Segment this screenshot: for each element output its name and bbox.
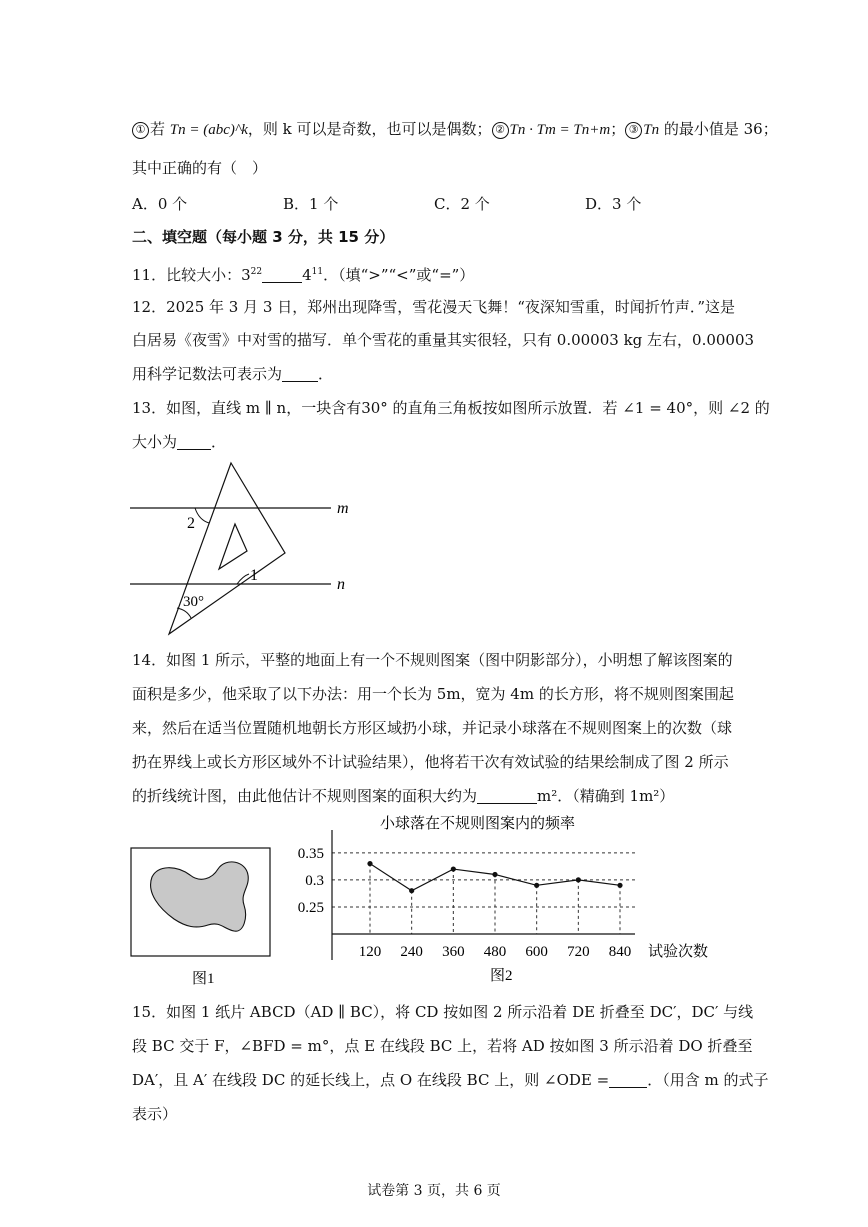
q13-line-2: [132, 432, 226, 452]
q12-line-3-text: 用科学记数法可表示为: [132, 365, 283, 383]
q10-option-a: A．0 个: [132, 195, 188, 213]
q14-line-5-text: 的折线统计图，由此他估计不规则图案的面积大约为: [132, 787, 478, 805]
q11-a-base: 3: [241, 266, 251, 284]
statement-1-formula: Tn = (abc)^k: [169, 122, 248, 138]
q12-line-2: 白居易《夜雪》中对雪的描写．单个雪花的重量其实很轻，只有 0.00003 kg 左右，0.00003: [132, 331, 755, 349]
statement-1-post: ，则 k 可以是奇数，也可以是偶数；: [247, 120, 492, 138]
q13-line-2-end: ．: [211, 433, 227, 451]
q14-line-3: 来，然后在适当位置随机地朝长方形区域扔小球，并记录小球落在不规则图案上的次数（球: [132, 719, 733, 737]
q12-answer-blank[interactable]: [282, 367, 318, 382]
q14-frequency-chart: [290, 812, 730, 990]
figure-2-label: 图2: [490, 968, 513, 984]
statement-3-formula: Tn: [643, 122, 660, 138]
q11-answer-blank[interactable]: [262, 268, 302, 283]
q14-line-2: 面积是多少，他采取了以下办法：用一个长为 5m，宽为 4m 的长方形，将不规则图案围起: [132, 685, 734, 703]
x-tick-label: 240: [400, 944, 423, 960]
statement-1-pre: 若: [150, 120, 170, 138]
q14-line-1: 14．如图 1 所示，平整的地面上有一个不规则图案（图中阴影部分），小明想了解该图案的: [132, 651, 733, 669]
q10-statements: [132, 119, 778, 140]
q10-option-b: B．1 个: [283, 195, 339, 213]
q11: [132, 262, 474, 285]
irregular-shape: [151, 862, 249, 931]
q15-line-4: 表示）: [132, 1105, 178, 1123]
q11-a-exp: 22: [250, 267, 263, 277]
q15-line-1: 15．如图 1 纸片 ABCD（AD ∥ BC），将 CD 按如图 2 所示沿着 DE 折叠至 DC′，DC′ 与线: [132, 1003, 754, 1021]
q13-line-2-text: 大小为: [132, 433, 178, 451]
statement-2-post: ；: [610, 120, 626, 138]
q10-option-d: D．3 个: [585, 195, 642, 213]
triangle-ruler-inner: [219, 524, 247, 569]
q10-stem: 其中正确的有（ ）: [132, 159, 268, 177]
q14-figure-1: [130, 847, 272, 989]
label-angle-1: 1: [250, 567, 258, 584]
x-axis-label: 试验次数: [648, 944, 709, 960]
q15-line-3-end: ．（用含 m 的式子: [647, 1071, 769, 1089]
statement-2-formula: Tn · Tm = Tn+m: [509, 122, 611, 138]
q14-line-5: [132, 786, 674, 806]
q14-answer-blank[interactable]: [477, 789, 537, 804]
q13-line-1: 13．如图，直线 m ∥ n，一块含有30° 的直角三角板按如图所示放置．若 ∠1 = 40°，则 ∠2 的: [132, 399, 770, 417]
q12-line-3-end: ．: [318, 365, 334, 383]
q13-answer-blank[interactable]: [177, 435, 211, 450]
statement-3-marker: ③: [625, 122, 642, 139]
statement-2-marker: ②: [492, 122, 509, 139]
q15-line-3-text: DA′，且 A′ 在线段 DC 的延长线上，点 O 在线段 BC 上，则 ∠ODE =: [132, 1071, 610, 1089]
q12-line-3: [132, 364, 333, 384]
figure-1-label: 图1: [192, 971, 215, 987]
label-m: m: [337, 500, 349, 517]
x-tick-label: 120: [358, 944, 382, 960]
q15-line-3: [132, 1070, 768, 1090]
statement-1-marker: ①: [132, 122, 149, 139]
q15-answer-blank[interactable]: [609, 1073, 647, 1088]
q12-line-1: 12．2025 年 3 月 3 日，郑州出现降雪，雪花漫天飞舞！“夜深知雪重，时闻折竹声．”这是: [132, 298, 736, 316]
q15-line-2: 段 BC 交于 F，∠BFD = m°，点 E 在线段 BC 上，若将 AD 按如图 3 所示沿着 DO 折叠至: [132, 1037, 753, 1055]
q11-suffix: ．（填“>”“<”或“=”）: [323, 266, 475, 284]
y-tick-label: 0.3: [305, 872, 324, 889]
label-angle-2: 2: [187, 515, 195, 532]
q11-b-base: 4: [302, 266, 312, 284]
q13-figure: [125, 458, 365, 638]
label-angle-30: 30°: [183, 594, 204, 610]
y-tick-label: 0.25: [297, 899, 324, 916]
x-tick-label: 360: [442, 944, 465, 960]
page-footer: 试卷第 3 页，共 6 页: [367, 1183, 501, 1199]
x-tick-label: 480: [483, 944, 507, 960]
q10-option-c: C．2 个: [434, 195, 490, 213]
q14-unit: m²．（精确到 1m²）: [537, 787, 675, 805]
x-tick-label: 720: [567, 944, 590, 960]
chart-title: 小球落在不规则图案内的频率: [380, 816, 576, 832]
y-tick-label: 0.35: [297, 845, 324, 862]
angle-2-arc: [195, 508, 209, 523]
q11-prefix: 11．比较大小：: [132, 266, 242, 284]
label-n: n: [337, 576, 345, 593]
statement-3-post: 的最小值是 36；: [659, 120, 778, 138]
x-tick-label: 840: [608, 944, 632, 960]
q11-b-exp: 11: [311, 267, 324, 277]
q14-line-4: 扔在界线上或长方形区域外不计试验结果），他将若干次有效试验的结果绘制成了图 2 所示: [132, 753, 729, 771]
section-2-title: 二、填空题（每小题 3 分，共 15 分）: [132, 228, 395, 246]
x-tick-label: 600: [525, 944, 548, 960]
